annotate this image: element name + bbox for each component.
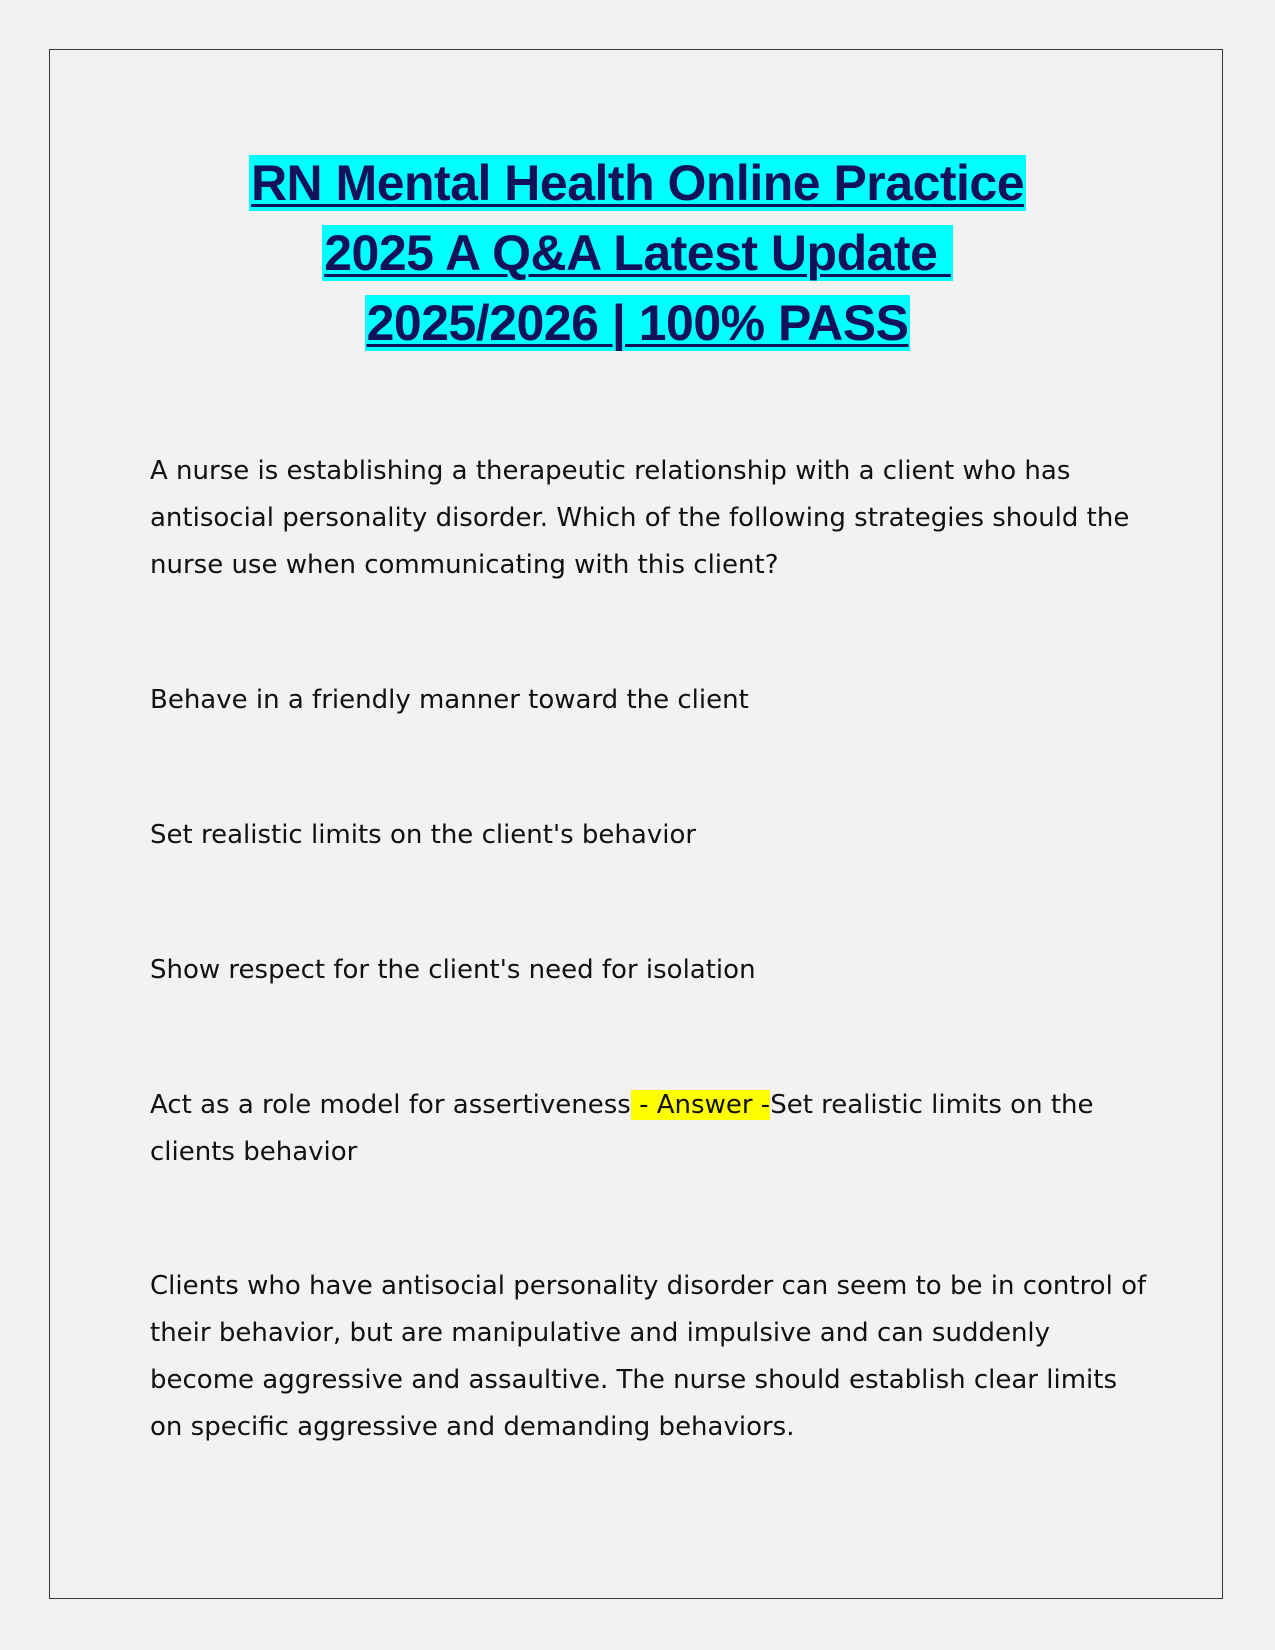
question-stem: A nurse is establishing a therapeutic relationship with a client who has antisocial personality disorder. Which of the following strategies should the nurse use when communicating with this client? xyxy=(150,456,1130,580)
title-line-2: 2025 A Q&A Latest Update xyxy=(324,225,951,281)
answer-text: Set realistic limits on the clients behavior xyxy=(150,1090,1094,1167)
document-title xyxy=(100,148,1175,358)
title-line-3: 2025/2026 | 100% PASS xyxy=(366,295,909,351)
option-2: Set realistic limits on the client's behavior xyxy=(150,820,697,850)
title-line-1: RN Mental Health Online Practice xyxy=(250,155,1025,211)
option-4-with-answer xyxy=(150,1082,1150,1176)
option-1: Behave in a friendly manner toward the client xyxy=(150,685,749,715)
rationale: Clients who have antisocial personality disorder can seem to be in control of their behavior, but are manipulative and impulsive and can suddenly become aggressive and assaultive. The nurse should establish clear limits on specific aggressive and demanding behaviors. xyxy=(150,1271,1147,1442)
option-4: Act as a role model for assertiveness xyxy=(150,1090,631,1120)
answer-marker: - Answer - xyxy=(630,1090,771,1120)
option-3: Show respect for the client's need for isolation xyxy=(150,955,756,985)
